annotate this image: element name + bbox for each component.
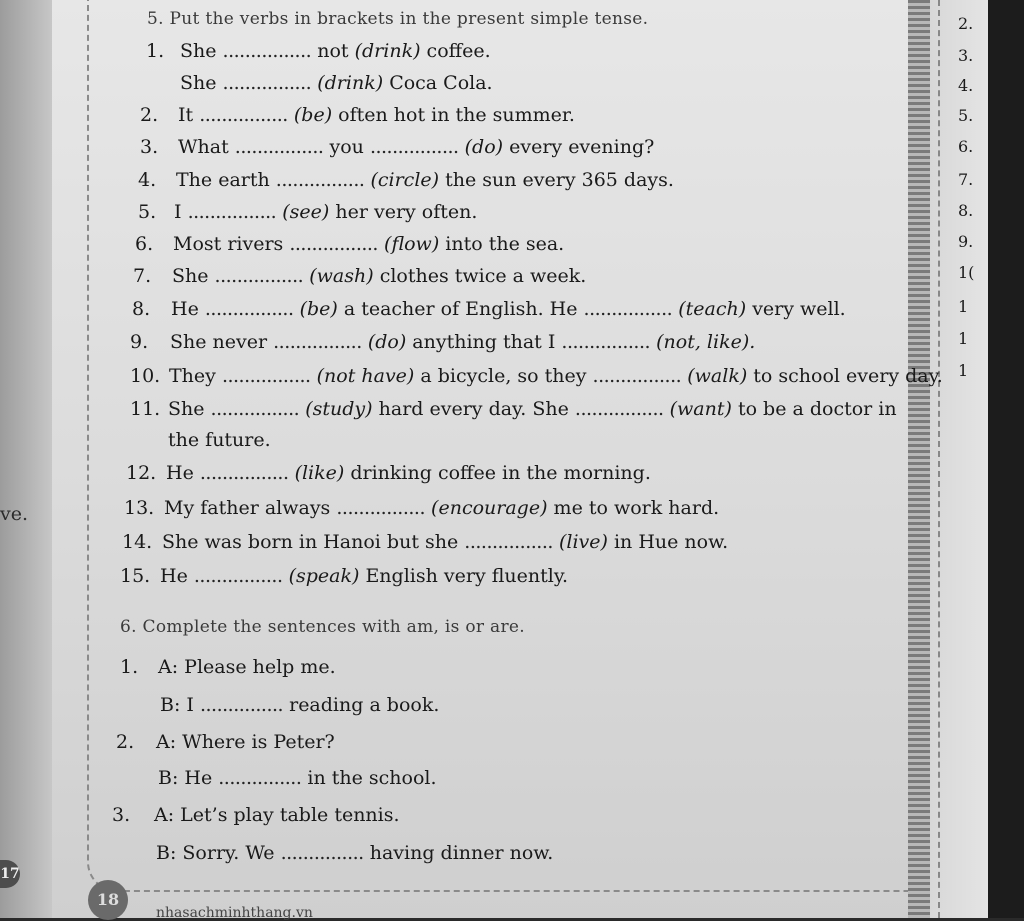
verb-hint: (circle) [370, 169, 440, 191]
exercise5-item [178, 104, 575, 126]
exercise5-item-number: 5. [138, 201, 157, 223]
answer-blank: ................ [464, 531, 553, 553]
verb-hint: (drink) [354, 40, 421, 62]
answer-blank: ............... [199, 694, 284, 716]
item-text: to be a doctor in [737, 398, 897, 420]
dialogue-line-b [160, 694, 439, 716]
item-text: clothes twice a week. [379, 265, 587, 287]
exercise5-item [166, 462, 651, 484]
item-text: having dinner now. [369, 842, 554, 864]
right-page-number: 1 [958, 297, 969, 316]
right-page-number: 2. [958, 14, 974, 33]
item-text: reading a book. [289, 694, 440, 716]
verb-hint: (teach) [678, 298, 747, 320]
right-page-number: 8. [958, 201, 974, 220]
answer-blank: ................ [187, 201, 277, 223]
item-text: not [317, 40, 349, 62]
item-text: He [166, 462, 194, 484]
exercise6-item-number: 2. [116, 731, 135, 753]
verb-hint: (drink) [317, 72, 384, 94]
verb-hint: (study) [305, 398, 373, 420]
exercise5-item-number: 13. [124, 497, 155, 519]
exercise5-item-number: 12. [126, 462, 157, 484]
dialogue-line-b [158, 767, 437, 789]
item-text: She [168, 398, 205, 420]
item-text: English very fluently. [365, 565, 569, 587]
answer-blank: ................ [592, 365, 682, 387]
exercise5-item-number: 4. [138, 169, 157, 191]
item-text: to school every day. [753, 365, 943, 387]
exercise5-item [168, 398, 897, 420]
item-text: B: He [158, 767, 213, 789]
verb-hint: (see) [282, 201, 330, 223]
item-text: often hot in the summer. [338, 104, 575, 126]
exercise5-item [176, 169, 674, 191]
item-text: coffee. [426, 40, 491, 62]
verb-hint: (speak) [288, 565, 360, 587]
exercise5-item [162, 531, 728, 553]
page-number: 18 [88, 880, 128, 920]
right-page-number: 4. [958, 76, 974, 95]
item-text: It [178, 104, 194, 126]
dialogue-line-a: A: Let’s play table tennis. [154, 804, 400, 826]
verb-hint: (live) [558, 531, 608, 553]
answer-blank: ................ [289, 233, 378, 255]
right-page-number: 9. [958, 232, 974, 251]
exercise5-item [170, 331, 755, 353]
exercise5-item-number: 1. [146, 40, 165, 62]
item-text: She [180, 40, 217, 62]
item-text: Coca Cola. [389, 72, 493, 94]
answer-blank: ................ [336, 497, 425, 519]
item-text: hard every day. She [378, 398, 569, 420]
exercise5-item [172, 265, 586, 287]
verb-hint: (wash) [309, 265, 374, 287]
answer-blank: ................ [234, 136, 324, 158]
exercise5-item-number: 14. [122, 531, 153, 553]
background-edge [988, 0, 1024, 918]
dialogue-line-b [156, 842, 553, 864]
answer-blank: ................ [275, 169, 365, 191]
item-text: a teacher of English. He [343, 298, 578, 320]
answer-blank: ................ [221, 365, 311, 387]
verb-hint: (want) [669, 398, 732, 420]
exercise5-item-number: 8. [132, 298, 151, 320]
answer-blank: ................ [210, 398, 300, 420]
answer-blank: ............... [280, 842, 364, 864]
exercise5-item [160, 565, 568, 587]
publisher-footer: nhasachminhthang.vn [156, 905, 313, 921]
answer-blank: ................ [204, 298, 294, 320]
exercise5-item-number: 15. [120, 565, 151, 587]
item-text: into the sea. [445, 233, 565, 255]
item-text: She [172, 265, 209, 287]
exercise6-item-number: 3. [112, 804, 131, 826]
exercise5-item-number: 9. [130, 331, 149, 353]
verb-hint: (encourage) [431, 497, 548, 519]
left-page-edge [0, 0, 52, 918]
exercise5-item [178, 136, 654, 158]
exercise5-item [164, 497, 719, 519]
answer-blank: ................ [574, 398, 664, 420]
answer-blank: ................ [583, 298, 673, 320]
answer-blank: ................ [369, 136, 459, 158]
verb-hint: (flow) [384, 233, 440, 255]
exercise5-item-number: 10. [130, 365, 161, 387]
item-text: I [174, 201, 182, 223]
item-text: She never [170, 331, 268, 353]
right-page-number: 6. [958, 137, 974, 156]
exercise5-item-number: 2. [140, 104, 159, 126]
exercise5-item-number: 6. [135, 233, 154, 255]
verb-hint: (do) [367, 331, 407, 353]
exercise5-item [173, 233, 564, 255]
item-text: She was born in Hanoi but she [162, 531, 459, 553]
exercise5-item [168, 429, 271, 451]
left-page-mark: 17 [0, 860, 20, 888]
item-text: anything that I [412, 331, 556, 353]
item-text: They [169, 365, 216, 387]
right-page-number: 1 [958, 361, 969, 380]
item-text: What [178, 136, 229, 158]
verb-hint: (like) [294, 462, 345, 484]
answer-blank: ................ [222, 72, 312, 94]
answer-blank: ................ [199, 462, 289, 484]
exercise5-item-number: 3. [140, 136, 159, 158]
right-page-number: 7. [958, 170, 974, 189]
exercise5-item-number: 11. [130, 398, 161, 420]
verb-hint: (not, like). [656, 331, 756, 353]
exercise6-item-number: 1. [120, 656, 139, 678]
exercise6-heading: 6. Complete the sentences with am, is or are. [120, 617, 525, 637]
answer-blank: ................ [193, 565, 283, 587]
item-text: B: Sorry. We [156, 842, 275, 864]
exercise5-item [180, 40, 491, 62]
exercise5-heading: 5. Put the verbs in brackets in the present simple tense. [147, 9, 649, 29]
item-text: He [160, 565, 188, 587]
exercise5-item [174, 201, 477, 223]
verb-hint: (walk) [687, 365, 748, 387]
item-text: you [329, 136, 364, 158]
item-text: in the school. [307, 767, 437, 789]
item-text: The earth [176, 169, 270, 191]
book-spine [908, 0, 930, 918]
right-page-number: 1 [958, 329, 969, 348]
answer-blank: ................ [222, 40, 312, 62]
exercise5-item-number: 7. [133, 265, 152, 287]
exercise5-item [169, 365, 943, 387]
right-page-number: 5. [958, 106, 974, 125]
item-text: the future. [168, 429, 271, 451]
item-text: every evening? [509, 136, 655, 158]
item-text: her very often. [335, 201, 478, 223]
item-text: drinking coffee in the morning. [350, 462, 651, 484]
verb-hint: (be) [293, 104, 333, 126]
exercise5-item [171, 298, 846, 320]
item-text: She [180, 72, 217, 94]
dialogue-line-a: A: Where is Peter? [156, 731, 335, 753]
item-text: a bicycle, so they [420, 365, 587, 387]
exercise5-item [180, 72, 493, 94]
verb-hint: (do) [464, 136, 504, 158]
item-text: B: I [160, 694, 194, 716]
item-text: in Hue now. [613, 531, 729, 553]
item-text: the sun every 365 days. [445, 169, 674, 191]
right-page-divider [938, 0, 940, 918]
answer-blank: ................ [199, 104, 288, 126]
left-page-fragment: ve. [0, 503, 29, 525]
verb-hint: (be) [299, 298, 338, 320]
dialogue-line-a: A: Please help me. [158, 656, 336, 678]
item-text: He [171, 298, 199, 320]
answer-blank: ............... [218, 767, 302, 789]
item-text: very well. [752, 298, 846, 320]
item-text: me to work hard. [553, 497, 720, 519]
answer-blank: ................ [273, 331, 362, 353]
answer-blank: ................ [214, 265, 304, 287]
item-text: Most rivers [173, 233, 284, 255]
right-page-number: 3. [958, 46, 974, 65]
answer-blank: ................ [561, 331, 651, 353]
verb-hint: (not have) [316, 365, 415, 387]
item-text: My father always [164, 497, 331, 519]
right-page-number: 1( [958, 263, 975, 282]
